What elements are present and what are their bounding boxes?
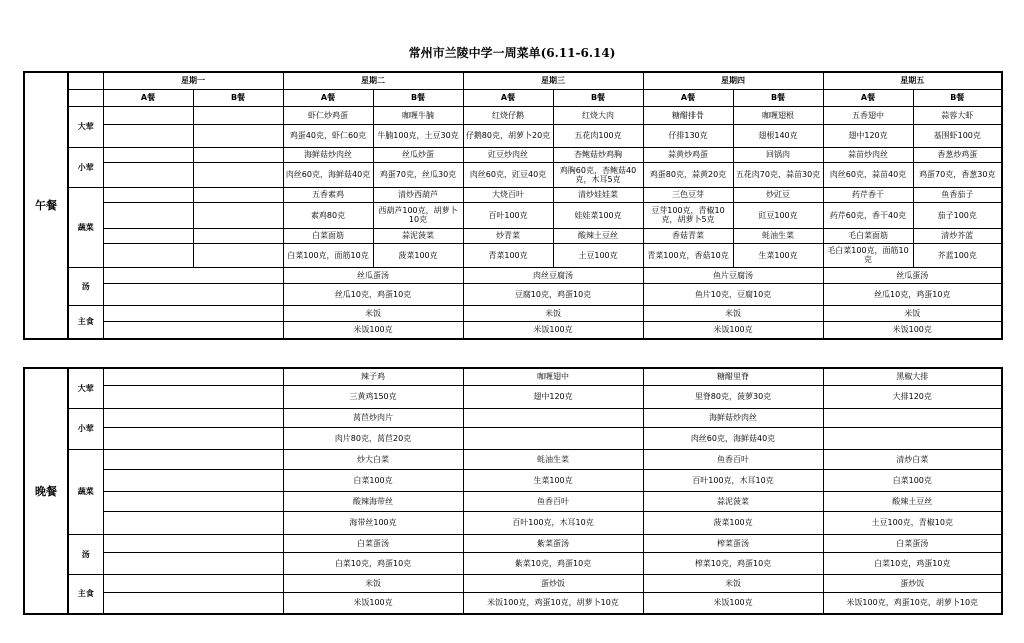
menu-cell [103,267,283,283]
category-label: 蔬菜 [68,187,103,267]
dish-amount: 米饭100克，鸡蛋10克，胡萝卜10克 [823,592,1002,614]
dish-amount: 肉丝60克，蒜苗40克 [823,162,913,187]
menu-cell [193,228,283,243]
dinner-cold-amount-row [24,385,1002,408]
dish-name: 炒豇豆 [733,187,823,202]
menu-cell [193,243,283,267]
dish-name: 鱼香百叶 [463,491,643,511]
dish-name: 海鲜菇炒肉丝 [643,408,823,427]
category-label: 大荤 [68,106,103,147]
dish-name: 清炒芥蓝 [913,228,1002,243]
day-monday: 星期一 [103,72,283,89]
category-label: 小荤 [68,147,103,187]
dish-name: 清炒白菜 [823,449,1002,469]
lunch-veg2-name-row [24,228,1002,243]
page-title: 常州市兰陵中学一周菜单(6.11-6.14) [408,46,616,60]
dinner-table [23,367,1003,615]
dish-amount: 白菜100克，面筋10克 [283,243,373,267]
dish-name: 炒青菜 [463,228,553,243]
option-header-row [24,89,1002,106]
menu-cell [103,187,193,202]
dinner-veg1-amount-row [24,469,1002,491]
day-header-row [24,72,1002,89]
dish-name: 榨菜蛋汤 [643,534,823,552]
dish-name: 蛋炒饭 [823,574,1002,592]
dish-amount: 白菜100克 [823,469,1002,491]
dish-amount [823,427,1002,449]
lunch-table [23,71,1003,340]
menu-cell [103,511,283,534]
dish-name: 香菇青菜 [643,228,733,243]
dish-amount: 毛白菜100克，面筋10克 [823,243,913,267]
menu-cell [193,187,283,202]
dish-amount: 芥蓝100克 [913,243,1002,267]
dish-name: 米饭 [643,305,823,321]
dish-amount: 素鸡80克 [283,202,373,228]
menu-cell [103,427,283,449]
dish-name: 回锅肉 [733,147,823,162]
menu-cell [193,147,283,162]
dish-name: 蛋炒饭 [463,574,643,592]
dish-amount: 土豆100克 [553,243,643,267]
dish-amount: 翅根140克 [733,124,823,147]
dish-amount: 豆腐10克，鸡蛋10克 [463,283,643,305]
dish-amount: 米饭100克 [463,321,643,339]
category-label: 主食 [68,305,103,339]
dish-amount: 青菜100克，香菇10克 [643,243,733,267]
dish-name: 清炒西葫芦 [373,187,463,202]
dish-amount: 米饭100克 [283,321,463,339]
dish-name: 酸辣土豆丝 [553,228,643,243]
dish-name: 五香翅中 [823,106,913,124]
dish-name: 白菜蛋汤 [823,534,1002,552]
menu-cell [193,202,283,228]
menu-cell [103,592,283,614]
menu-cell [103,469,283,491]
dish-name: 肉丝豆腐汤 [463,267,643,283]
menu-cell [103,106,193,124]
dish-amount: 翅中120克 [463,385,643,408]
dish-amount: 五花肉70克，蒜苗30克 [733,162,823,187]
dish-amount: 紫菜10克，鸡蛋10克 [463,552,643,574]
dish-amount: 海带丝100克 [283,511,463,534]
dish-name: 海鲜菇炒肉丝 [283,147,373,162]
option-b: B餐 [553,89,643,106]
dish-name: 香葱炒鸡蛋 [913,147,1002,162]
header-blank [68,89,103,106]
option-a: A餐 [103,89,193,106]
dish-amount: 大排120克 [823,385,1002,408]
dinner-small-amount-row [24,427,1002,449]
dish-amount: 茄子100克 [913,202,1002,228]
menu-cell [103,449,283,469]
dish-amount: 里脊80克，菠萝30克 [643,385,823,408]
menu-cell [103,574,283,592]
dish-amount: 豆芽100克，青椒10克，胡萝卜5克 [643,202,733,228]
dish-name: 蒜泥菠菜 [643,491,823,511]
header-blank [68,72,103,89]
dish-amount: 鸡蛋80克，蒜黄20克 [643,162,733,187]
dish-name: 鱼香百叶 [643,449,823,469]
dish-amount: 丝瓜10克，鸡蛋10克 [283,283,463,305]
dish-amount: 米饭100克 [643,592,823,614]
option-b: B餐 [193,89,283,106]
category-label: 汤 [68,534,103,574]
dinner-veg1-name-row [24,449,1002,469]
option-a: A餐 [463,89,553,106]
dish-amount: 肉丝60克，豇豆40克 [463,162,553,187]
menu-cell [103,552,283,574]
dish-amount: 米饭100克 [643,321,823,339]
lunch-cold-amount-row [24,124,1002,147]
dish-amount: 三黄鸡150克 [283,385,463,408]
menu-cell [103,162,193,187]
dish-amount: 百叶100克 [463,202,553,228]
dish-amount: 肉丝60克，海鲜菇40克 [643,427,823,449]
dish-amount: 鸡蛋70克，香葱30克 [913,162,1002,187]
day-wednesday: 星期三 [463,72,643,89]
menu-cell [103,385,283,408]
dish-amount: 白菜10克，鸡蛋10克 [823,552,1002,574]
menu-cell [103,202,193,228]
dish-amount: 基围虾100克 [913,124,1002,147]
dish-amount: 鸡蛋40克，虾仁60克 [283,124,373,147]
dish-amount: 百叶100克，木耳10克 [643,469,823,491]
dish-name: 米饭 [283,305,463,321]
dish-amount [463,427,643,449]
dish-name: 米饭 [283,574,463,592]
dish-amount: 土豆100克，青椒10克 [823,511,1002,534]
dish-amount: 生菜100克 [733,243,823,267]
dish-amount: 丝瓜10克，鸡蛋10克 [823,283,1002,305]
day-friday: 星期五 [823,72,1002,89]
option-a: A餐 [643,89,733,106]
menu-cell [103,321,283,339]
menu-cell [103,368,283,385]
dinner-staple-amount-row [24,592,1002,614]
menu-cell [103,147,193,162]
menu-cell [103,491,283,511]
dish-amount: 牛腩100克，土豆30克 [373,124,463,147]
category-label: 汤 [68,267,103,305]
lunch-soup-amount-row [24,283,1002,305]
dish-amount: 菠菜100克 [373,243,463,267]
dish-amount: 鸡胸60克，杏鲍菇40克，木耳5克 [553,162,643,187]
dish-name: 蒜蓉大虾 [913,106,1002,124]
dish-name: 咖喱牛腩 [373,106,463,124]
category-label: 小荤 [68,408,103,449]
dish-name: 咖喱翅中 [463,368,643,385]
dish-name: 莴苣炒肉片 [283,408,463,427]
dish-name: 蒜泥菠菜 [373,228,463,243]
dish-amount: 白菜10克，鸡蛋10克 [283,552,463,574]
dish-amount: 米饭100克 [283,592,463,614]
menu-cell [103,534,283,552]
lunch-small-name-row [24,147,1002,162]
menu-cell [193,162,283,187]
dish-name: 红烧仔鹅 [463,106,553,124]
dish-name: 白菜面筋 [283,228,373,243]
dish-name: 虾仁炒鸡蛋 [283,106,373,124]
dinner-soup-amount-row [24,552,1002,574]
dish-name [823,408,1002,427]
dish-name: 糖醋排骨 [643,106,733,124]
dish-name: 鱼片豆腐汤 [643,267,823,283]
lunch-label: 午餐 [24,72,68,339]
dish-name: 米饭 [643,574,823,592]
dish-name: 米饭 [823,305,1002,321]
dinner-veg2-name-row [24,491,1002,511]
dish-amount: 榨菜10克，鸡蛋10克 [643,552,823,574]
dish-name: 米饭 [463,305,643,321]
dish-name: 五香素鸡 [283,187,373,202]
dish-name: 鱼香茄子 [913,187,1002,202]
dish-name: 辣子鸡 [283,368,463,385]
dinner-cold-name-row [24,368,1002,385]
dish-name: 丝瓜蛋汤 [823,267,1002,283]
menu-cell [103,283,283,305]
category-label: 蔬菜 [68,449,103,534]
dish-name: 毛白菜面筋 [823,228,913,243]
dish-name: 咖喱翅根 [733,106,823,124]
lunch-staple-amount-row [24,321,1002,339]
dinner-soup-name-row [24,534,1002,552]
lunch-veg2-amount-row [24,243,1002,267]
option-a: A餐 [823,89,913,106]
dish-amount: 翅中120克 [823,124,913,147]
dish-name: 白菜蛋汤 [283,534,463,552]
option-b: B餐 [913,89,1002,106]
dish-amount: 米饭100克 [823,321,1002,339]
dish-name: 紫菜蛋汤 [463,534,643,552]
dish-name: 红烧大肉 [553,106,643,124]
dish-amount: 肉丝60克，海鲜菇40克 [283,162,373,187]
dish-amount: 鱼片10克，豆腐10克 [643,283,823,305]
dish-name: 糖醋里脊 [643,368,823,385]
dish-name: 蚝油生菜 [463,449,643,469]
lunch-veg1-amount-row [24,202,1002,228]
dish-amount: 仔鹅80克，胡萝卜20克 [463,124,553,147]
dish-amount: 肉片80克，莴苣20克 [283,427,463,449]
dish-name: 大烧百叶 [463,187,553,202]
dish-name: 蚝油生菜 [733,228,823,243]
dish-name [463,408,643,427]
menu-cell [103,228,193,243]
dish-amount: 药芹60克，香干40克 [823,202,913,228]
lunch-small-amount-row [24,162,1002,187]
menu-cell [103,124,193,147]
dish-name: 药芹香干 [823,187,913,202]
dish-amount: 生菜100克 [463,469,643,491]
dish-amount: 五花肉100克 [553,124,643,147]
dish-amount: 娃娃菜100克 [553,202,643,228]
menu-cell [103,243,193,267]
day-tuesday: 星期二 [283,72,463,89]
dish-amount: 白菜100克 [283,469,463,491]
dish-amount: 米饭100克，鸡蛋10克，胡萝卜10克 [463,592,643,614]
dish-amount: 仔排130克 [643,124,733,147]
day-thursday: 星期四 [643,72,823,89]
menu-cell [193,106,283,124]
dish-name: 丝瓜炒蛋 [373,147,463,162]
lunch-cold-name-row [24,106,1002,124]
category-label: 主食 [68,574,103,614]
dish-name: 杏鲍菇炒鸡胸 [553,147,643,162]
menu-cell [193,124,283,147]
dish-amount: 青菜100克 [463,243,553,267]
dish-name: 豇豆炒肉丝 [463,147,553,162]
dish-name: 酸辣海带丝 [283,491,463,511]
dish-name: 炒大白菜 [283,449,463,469]
option-b: B餐 [733,89,823,106]
dish-amount: 鸡蛋70克，丝瓜30克 [373,162,463,187]
category-label: 大荤 [68,368,103,408]
lunch-staple-name-row [24,305,1002,321]
dish-name: 丝瓜蛋汤 [283,267,463,283]
dish-name: 酸辣土豆丝 [823,491,1002,511]
dinner-label: 晚餐 [24,368,68,614]
lunch-veg1-name-row [24,187,1002,202]
dish-name: 清炒娃娃菜 [553,187,643,202]
dish-amount: 西葫芦100克，胡萝卜10克 [373,202,463,228]
dinner-veg2-amount-row [24,511,1002,534]
lunch-soup-name-row [24,267,1002,283]
dinner-staple-name-row [24,574,1002,592]
dish-amount: 豇豆100克 [733,202,823,228]
menu-cell [103,408,283,427]
dish-name: 蒜黄炒鸡蛋 [643,147,733,162]
dish-amount: 百叶100克，木耳10克 [463,511,643,534]
dish-name: 蒜苗炒肉丝 [823,147,913,162]
dish-amount: 菠菜100克 [643,511,823,534]
option-a: A餐 [283,89,373,106]
dish-name: 黑椒大排 [823,368,1002,385]
dish-name: 三色豆芽 [643,187,733,202]
menu-cell [103,305,283,321]
option-b: B餐 [373,89,463,106]
dinner-small-name-row [24,408,1002,427]
